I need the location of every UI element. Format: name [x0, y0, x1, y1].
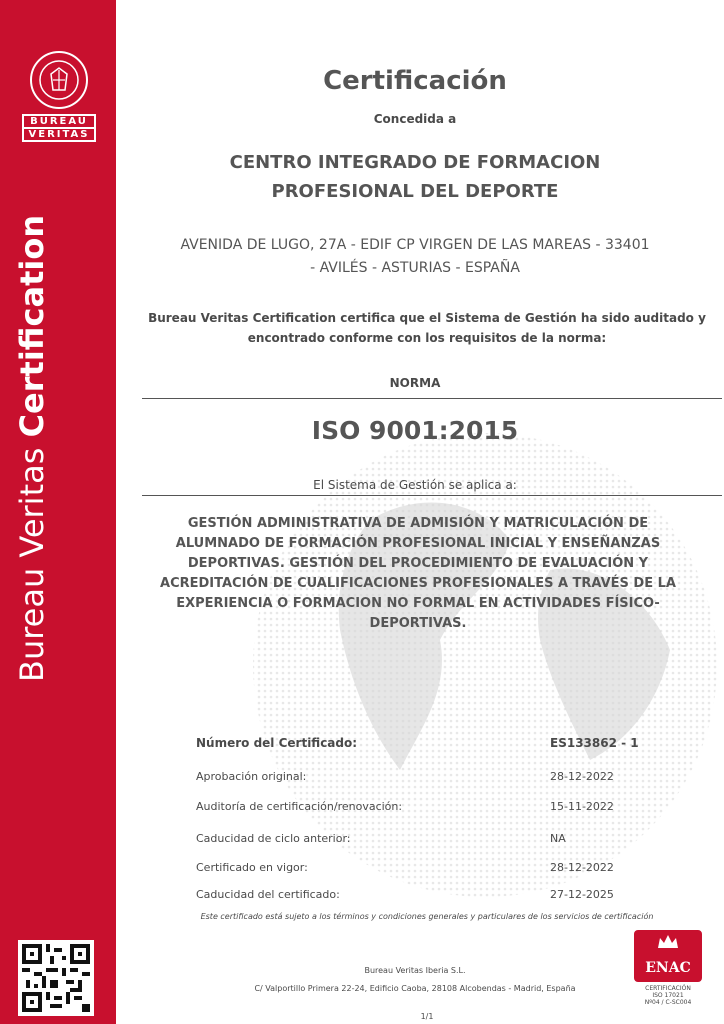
- footer-company: Bureau Veritas Iberia S.L.: [364, 966, 466, 975]
- standard-label: NORMA: [389, 376, 441, 390]
- enac-sub-line: CERTIFICACIÓN: [645, 985, 691, 992]
- organization-name-line: CENTRO INTEGRADO DE FORMACION: [229, 152, 601, 173]
- divider: [142, 495, 722, 496]
- detail-value: ES133862 - 1: [550, 736, 639, 750]
- certification-statement: [130, 308, 724, 348]
- terms-note: Este certificado está sujeto a los términos y condiciones generales y particulares de los servicios de certificación: [200, 912, 654, 921]
- scope-line: DEPORTIVAS.: [369, 616, 467, 631]
- bureau-veritas-seal-icon: [29, 50, 89, 110]
- footer-address: C/ Valportillo Primera 22-24, Edificio Caoba, 28108 Alcobendas - Madrid, España: [254, 984, 576, 993]
- detail-value: 27-12-2025: [550, 888, 614, 901]
- detail-value: 15-11-2022: [550, 800, 614, 813]
- band-vertical-title: [12, 215, 52, 682]
- organization-address: [130, 234, 700, 280]
- statement-line: Bureau Veritas Certification certifica que el Sistema de Gestión ha sido auditado y: [148, 311, 706, 325]
- enac-sub-line: Nº04 / C-SC004: [644, 999, 692, 1006]
- enac-name: ENAC: [645, 960, 691, 976]
- scope-line: ACREDITACIÓN DE CUALIFICACIONES PROFESIONALES A TRAVÉS DE LA: [160, 576, 676, 591]
- scope-text: [158, 514, 678, 634]
- detail-label: Certificado en vigor:: [196, 861, 308, 874]
- red-side-band: [0, 0, 116, 1024]
- enac-subtext: [622, 985, 714, 1006]
- enac-sub-line: ISO 17021: [652, 992, 684, 999]
- certificate-body: [130, 0, 724, 1024]
- scope-label: El Sistema de Gestión se aplica a:: [313, 478, 517, 492]
- detail-label: Caducidad del certificado:: [196, 888, 340, 901]
- certificate-title: Certificación: [323, 66, 507, 96]
- detail-label: Número del Certificado:: [196, 736, 358, 750]
- address-line: - AVILÉS - ASTURIAS - ESPAÑA: [310, 260, 520, 276]
- logo-word-bureau: BUREAU: [24, 116, 94, 129]
- detail-value: 28-12-2022: [550, 770, 614, 783]
- band-title-bold: Certification: [13, 214, 51, 438]
- crown-icon: [634, 930, 702, 954]
- enac-logo-icon: [622, 930, 714, 1006]
- enac-badge: [634, 930, 702, 982]
- qr-code-icon: [18, 940, 94, 1016]
- statement-line: encontrado conforme con los requisitos de la norma:: [247, 331, 607, 345]
- detail-label: Aprobación original:: [196, 770, 307, 783]
- page-number: 1/1: [420, 1012, 434, 1021]
- scope-line: ALUMNADO DE FORMACIÓN PROFESIONAL INICIAL Y ENSEÑANZAS: [175, 536, 661, 551]
- detail-value: NA: [550, 832, 566, 845]
- detail-label: Auditoría de certificación/renovación:: [196, 800, 403, 813]
- standard-value: ISO 9001:2015: [311, 416, 519, 445]
- scope-line: DEPORTIVAS. GESTIÓN DEL PROCEDIMIENTO DE EVALUACIÓN Y: [187, 556, 649, 571]
- band-title-light: Bureau Veritas: [13, 437, 51, 682]
- organization-name-line: PROFESIONAL DEL DEPORTE: [271, 181, 559, 202]
- divider: [142, 398, 722, 399]
- scope-line: GESTIÓN ADMINISTRATIVA DE ADMISIÓN Y MATRICULACIÓN DE: [187, 516, 649, 531]
- scope-line: EXPERIENCIA O FORMACION NO FORMAL EN ACTIVIDADES FÍSICO-: [176, 596, 660, 611]
- logo-wordmark: [22, 114, 96, 142]
- address-line: AVENIDA DE LUGO, 27A - EDIF CP VIRGEN DE LAS MAREAS - 33401: [180, 237, 650, 253]
- granted-to-label: Concedida a: [373, 112, 457, 126]
- detail-label: Caducidad de ciclo anterior:: [196, 832, 351, 845]
- bureau-veritas-logo: [22, 50, 96, 142]
- detail-value: 28-12-2022: [550, 861, 614, 874]
- logo-word-veritas: VERITAS: [28, 129, 90, 140]
- organization-name: [130, 148, 700, 206]
